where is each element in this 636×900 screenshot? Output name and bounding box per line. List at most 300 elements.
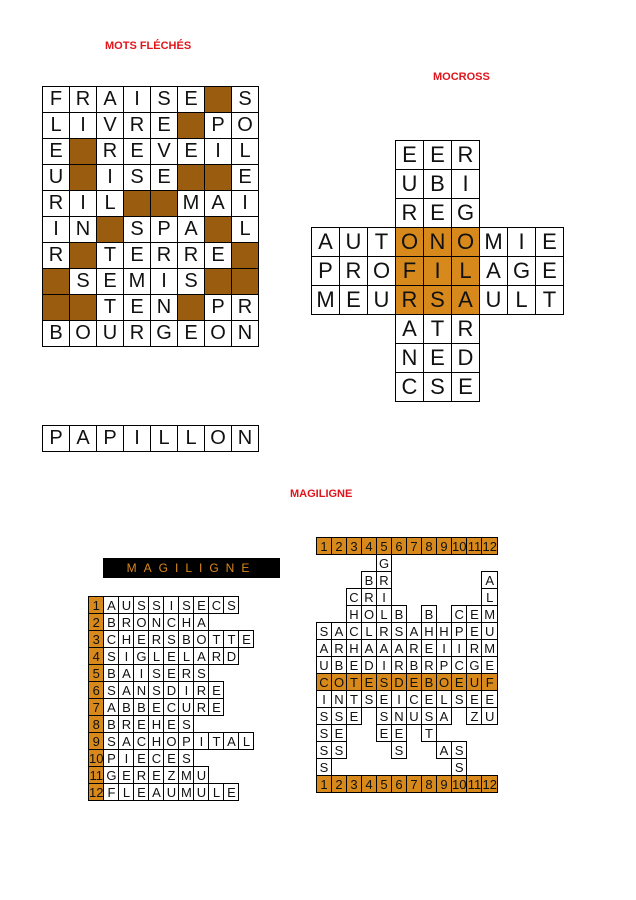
letter-cell: M — [124, 269, 151, 295]
letter-cell: E — [340, 286, 368, 315]
empty-cell — [452, 555, 467, 572]
letter-cell: I — [124, 426, 151, 452]
empty-cell — [508, 199, 536, 228]
empty-cell — [332, 555, 347, 572]
letter-cell: B — [362, 572, 377, 589]
letter-cell: N — [149, 614, 164, 631]
letter-cell: N — [232, 321, 259, 347]
letter-cell: E — [377, 725, 392, 742]
letter-cell: I — [119, 750, 134, 767]
column-number-cell: 6 — [392, 538, 407, 555]
letter-cell: B — [407, 657, 422, 674]
empty-cell — [480, 170, 508, 199]
empty-cell — [239, 665, 254, 682]
letter-cell: R — [422, 657, 437, 674]
empty-cell — [368, 373, 396, 402]
letter-cell: A — [312, 228, 340, 257]
letter-cell: R — [151, 243, 178, 269]
empty-cell — [224, 682, 239, 699]
magiligne-title: MAGILIGNE — [290, 488, 353, 500]
letter-cell: M — [482, 640, 497, 657]
empty-cell — [209, 750, 224, 767]
letter-cell: N — [151, 295, 178, 321]
letter-cell: E — [332, 725, 347, 742]
letter-cell: S — [124, 165, 151, 191]
letter-cell: H — [149, 716, 164, 733]
mocross-grid — [311, 140, 564, 402]
letter-cell: N — [232, 426, 259, 452]
letter-cell: O — [194, 631, 209, 648]
empty-cell — [239, 784, 254, 801]
letter-cell: G — [377, 555, 392, 572]
letter-cell: I — [452, 170, 480, 199]
letter-cell: C — [347, 623, 362, 640]
letter-cell: R — [194, 699, 209, 716]
letter-cell: M — [179, 784, 194, 801]
dark-cell — [205, 87, 232, 113]
letter-cell: P — [179, 733, 194, 750]
letter-cell: E — [452, 373, 480, 402]
letter-cell: E — [124, 295, 151, 321]
letter-cell: A — [224, 733, 239, 750]
letter-cell: T — [97, 243, 124, 269]
empty-cell — [239, 648, 254, 665]
letter-cell: G — [134, 648, 149, 665]
column-number-cell: 3 — [347, 776, 362, 793]
letter-cell: E — [205, 243, 232, 269]
dark-cell — [70, 139, 97, 165]
letter-cell: E — [232, 165, 259, 191]
column-number-cell: 10 — [452, 776, 467, 792]
empty-cell — [340, 141, 368, 170]
empty-cell — [224, 767, 239, 784]
empty-cell — [340, 373, 368, 402]
letter-cell: O — [205, 426, 232, 452]
letter-cell: M — [480, 228, 508, 257]
letter-cell: G — [452, 199, 480, 228]
letter-cell: B — [104, 614, 119, 631]
empty-cell — [536, 170, 564, 199]
empty-cell — [508, 315, 536, 344]
letter-cell: L — [232, 217, 259, 243]
empty-cell — [437, 589, 452, 606]
letter-cell: A — [119, 733, 134, 750]
letter-cell: B — [43, 321, 70, 347]
letter-cell: C — [104, 631, 119, 648]
letter-cell: H — [179, 614, 194, 631]
letter-cell: P — [43, 426, 70, 452]
letter-cell: E — [209, 699, 224, 716]
letter-cell: A — [149, 784, 164, 801]
letter-cell: L — [508, 286, 536, 315]
row-number-cell: 12 — [89, 784, 104, 800]
letter-cell: I — [437, 640, 452, 657]
letter-cell: E — [164, 716, 179, 733]
empty-cell — [407, 589, 422, 606]
letter-cell: R — [452, 141, 480, 170]
letter-cell: S — [332, 742, 347, 759]
letter-cell: R — [178, 243, 205, 269]
empty-cell — [340, 344, 368, 373]
letter-cell: U — [396, 170, 424, 199]
letter-cell: C — [396, 373, 424, 402]
letter-cell: H — [347, 606, 362, 623]
letter-cell: I — [134, 665, 149, 682]
letter-cell: E — [151, 113, 178, 139]
letter-cell: M — [179, 767, 194, 784]
letter-cell: R — [340, 257, 368, 286]
letter-cell: P — [205, 113, 232, 139]
letter-cell: O — [368, 257, 396, 286]
letter-cell: O — [437, 674, 452, 691]
letter-cell: N — [392, 708, 407, 725]
letter-cell: O — [396, 228, 424, 257]
letter-cell: E — [347, 708, 362, 725]
letter-cell: E — [124, 139, 151, 165]
row-number-cell: 1 — [89, 597, 104, 614]
letter-cell: M — [482, 606, 497, 623]
letter-cell: B — [104, 665, 119, 682]
letter-cell: L — [209, 784, 224, 801]
letter-cell: T — [209, 631, 224, 648]
letter-cell: R — [97, 139, 124, 165]
letter-cell: E — [151, 165, 178, 191]
empty-cell — [368, 141, 396, 170]
letter-cell: I — [452, 640, 467, 657]
empty-cell — [239, 716, 254, 733]
letter-cell: R — [209, 648, 224, 665]
column-number-cell: 3 — [347, 538, 362, 555]
empty-cell — [422, 589, 437, 606]
empty-cell — [209, 716, 224, 733]
empty-cell — [362, 742, 377, 759]
letter-cell: E — [134, 750, 149, 767]
empty-cell — [536, 199, 564, 228]
letter-cell: R — [179, 665, 194, 682]
letter-cell: M — [312, 286, 340, 315]
empty-cell — [377, 742, 392, 759]
empty-cell — [437, 572, 452, 589]
dark-cell — [205, 217, 232, 243]
letter-cell: M — [178, 191, 205, 217]
empty-cell — [480, 315, 508, 344]
column-number-cell: 7 — [407, 538, 422, 555]
empty-cell — [224, 665, 239, 682]
dark-cell — [70, 243, 97, 269]
empty-cell — [467, 589, 482, 606]
letter-cell: A — [205, 191, 232, 217]
letter-cell: R — [407, 640, 422, 657]
letter-cell: I — [508, 228, 536, 257]
letter-cell: U — [194, 767, 209, 784]
letter-cell: L — [119, 784, 134, 801]
letter-cell: O — [164, 733, 179, 750]
letter-cell: I — [70, 113, 97, 139]
letter-cell: E — [209, 682, 224, 699]
letter-cell: V — [151, 139, 178, 165]
letter-cell: I — [232, 191, 259, 217]
letter-cell: R — [70, 87, 97, 113]
empty-cell — [239, 682, 254, 699]
letter-cell: E — [239, 631, 254, 648]
letter-cell: A — [194, 614, 209, 631]
letter-cell: S — [179, 750, 194, 767]
letter-cell: U — [407, 708, 422, 725]
letter-cell: U — [482, 623, 497, 640]
empty-cell — [332, 606, 347, 623]
letter-cell: E — [224, 784, 239, 801]
letter-cell: H — [119, 631, 134, 648]
letter-cell: E — [392, 725, 407, 742]
letter-cell: U — [317, 657, 332, 674]
letter-cell: G — [508, 257, 536, 286]
letter-cell: S — [422, 708, 437, 725]
row-number-cell: 7 — [89, 699, 104, 716]
letter-cell: C — [209, 597, 224, 614]
letter-cell: C — [347, 589, 362, 606]
row-number-cell: 6 — [89, 682, 104, 699]
empty-cell — [508, 141, 536, 170]
column-number-cell: 11 — [467, 776, 482, 792]
letter-cell: D — [452, 344, 480, 373]
letter-cell: E — [178, 321, 205, 347]
column-number-cell: 12 — [482, 538, 497, 554]
letter-cell: E — [164, 750, 179, 767]
letter-cell: A — [407, 623, 422, 640]
letter-cell: O — [332, 674, 347, 691]
letter-cell: F — [43, 87, 70, 113]
letter-cell: D — [224, 648, 239, 665]
letter-cell: O — [134, 614, 149, 631]
empty-cell — [347, 555, 362, 572]
empty-cell — [437, 555, 452, 572]
letter-cell: O — [205, 321, 232, 347]
column-number-cell: 5 — [377, 776, 392, 793]
letter-cell: F — [482, 674, 497, 691]
empty-cell — [437, 725, 452, 742]
letter-cell: E — [178, 139, 205, 165]
letter-cell: L — [452, 257, 480, 286]
letter-cell: I — [119, 648, 134, 665]
letter-cell: R — [392, 657, 407, 674]
letter-cell: S — [452, 759, 467, 776]
empty-cell — [317, 589, 332, 606]
letter-cell: E — [536, 257, 564, 286]
letter-cell: U — [368, 286, 396, 315]
empty-cell — [317, 606, 332, 623]
letter-cell: E — [362, 674, 377, 691]
letter-cell: D — [392, 674, 407, 691]
letter-cell: E — [134, 784, 149, 801]
dark-cell — [232, 269, 259, 295]
letter-cell: S — [149, 682, 164, 699]
letter-cell: E — [482, 691, 497, 708]
letter-cell: S — [179, 597, 194, 614]
letter-cell: H — [347, 640, 362, 657]
letter-cell: T — [209, 733, 224, 750]
letter-cell: S — [317, 708, 332, 725]
letter-cell: O — [70, 321, 97, 347]
letter-cell: A — [362, 640, 377, 657]
letter-cell: L — [482, 589, 497, 606]
letter-cell: A — [194, 648, 209, 665]
letter-cell: B — [179, 631, 194, 648]
letter-cell: G — [467, 657, 482, 674]
column-number-cell: 11 — [467, 538, 482, 554]
dark-cell — [178, 165, 205, 191]
letter-cell: P — [437, 657, 452, 674]
column-number-cell: 9 — [437, 538, 452, 555]
empty-cell — [312, 170, 340, 199]
letter-cell: N — [396, 344, 424, 373]
letter-cell: S — [452, 691, 467, 708]
letter-cell: H — [149, 733, 164, 750]
letter-cell: I — [392, 691, 407, 708]
empty-cell — [452, 589, 467, 606]
letter-cell: O — [362, 606, 377, 623]
letter-cell: U — [119, 597, 134, 614]
letter-cell: R — [124, 113, 151, 139]
letter-cell: N — [134, 682, 149, 699]
empty-cell — [224, 750, 239, 767]
letter-cell: E — [424, 141, 452, 170]
empty-cell — [368, 199, 396, 228]
empty-cell — [536, 141, 564, 170]
letter-cell: T — [368, 228, 396, 257]
column-number-cell: 1 — [317, 776, 332, 793]
letter-cell: T — [97, 295, 124, 321]
letter-cell: A — [332, 623, 347, 640]
letter-cell: I — [424, 257, 452, 286]
empty-cell — [312, 344, 340, 373]
row-number-cell: 9 — [89, 733, 104, 750]
letter-cell: A — [437, 708, 452, 725]
letter-cell: L — [232, 139, 259, 165]
letter-cell: A — [452, 286, 480, 315]
dark-cell — [151, 191, 178, 217]
letter-cell: E — [149, 699, 164, 716]
empty-cell — [467, 555, 482, 572]
letter-cell: S — [124, 217, 151, 243]
letter-cell: T — [347, 691, 362, 708]
empty-cell — [239, 597, 254, 614]
letter-cell: N — [332, 691, 347, 708]
letter-cell: S — [149, 665, 164, 682]
dark-cell — [178, 295, 205, 321]
letter-cell: S — [317, 725, 332, 742]
letter-cell: R — [452, 315, 480, 344]
letter-cell: S — [317, 623, 332, 640]
letter-cell: U — [43, 165, 70, 191]
letter-cell: A — [70, 426, 97, 452]
magiligne-left-grid — [88, 596, 254, 801]
empty-cell — [317, 555, 332, 572]
letter-cell: S — [317, 759, 332, 776]
letter-cell: E — [467, 606, 482, 623]
dark-cell — [70, 165, 97, 191]
empty-cell — [536, 373, 564, 402]
empty-cell — [340, 170, 368, 199]
letter-cell: A — [480, 257, 508, 286]
empty-cell — [407, 606, 422, 623]
letter-cell: S — [317, 742, 332, 759]
letter-cell: R — [149, 631, 164, 648]
letter-cell: L — [179, 648, 194, 665]
letter-cell: U — [480, 286, 508, 315]
letter-cell: E — [452, 674, 467, 691]
row-number-cell: 8 — [89, 716, 104, 733]
letter-cell: S — [104, 733, 119, 750]
mots-fleches-title: MOTS FLÉCHÉS — [105, 40, 192, 52]
letter-cell: I — [70, 191, 97, 217]
column-number-cell: 2 — [332, 776, 347, 793]
dark-cell — [70, 295, 97, 321]
empty-cell — [452, 572, 467, 589]
empty-cell — [480, 344, 508, 373]
letter-cell: R — [467, 640, 482, 657]
empty-cell — [312, 373, 340, 402]
column-number-cell: 10 — [452, 538, 467, 554]
empty-cell — [209, 614, 224, 631]
letter-cell: L — [178, 426, 205, 452]
letter-cell: R — [396, 199, 424, 228]
letter-cell: S — [377, 674, 392, 691]
letter-cell: I — [205, 139, 232, 165]
letter-cell: I — [151, 269, 178, 295]
letter-cell: D — [164, 682, 179, 699]
row-number-cell: 3 — [89, 631, 104, 648]
column-number-cell: 1 — [317, 538, 332, 555]
letter-cell: S — [452, 742, 467, 759]
letter-cell: E — [424, 199, 452, 228]
letter-cell: C — [407, 691, 422, 708]
empty-cell — [224, 614, 239, 631]
dark-cell — [205, 269, 232, 295]
letter-cell: I — [97, 165, 124, 191]
letter-cell: A — [104, 699, 119, 716]
empty-cell — [437, 606, 452, 623]
empty-cell — [482, 555, 497, 572]
letter-cell: B — [424, 170, 452, 199]
letter-cell: R — [124, 321, 151, 347]
dark-cell — [97, 217, 124, 243]
letter-cell: P — [452, 623, 467, 640]
row-number-cell: 11 — [89, 767, 103, 783]
letter-cell: A — [377, 640, 392, 657]
empty-cell — [239, 767, 254, 784]
empty-cell — [392, 759, 407, 776]
letter-cell: R — [332, 640, 347, 657]
letter-cell: B — [104, 716, 119, 733]
letter-cell: I — [164, 597, 179, 614]
row-number-cell: 5 — [89, 665, 104, 682]
empty-cell — [312, 315, 340, 344]
letter-cell: I — [377, 589, 392, 606]
empty-cell — [536, 344, 564, 373]
empty-cell — [422, 742, 437, 759]
letter-cell: E — [422, 640, 437, 657]
letter-cell: N — [70, 217, 97, 243]
dark-cell — [43, 295, 70, 321]
letter-cell: G — [104, 767, 119, 784]
letter-cell: A — [482, 572, 497, 589]
letter-cell: C — [149, 750, 164, 767]
letter-cell: C — [164, 699, 179, 716]
letter-cell: L — [151, 426, 178, 452]
letter-cell: L — [362, 623, 377, 640]
empty-cell — [377, 759, 392, 776]
letter-cell: P — [151, 217, 178, 243]
